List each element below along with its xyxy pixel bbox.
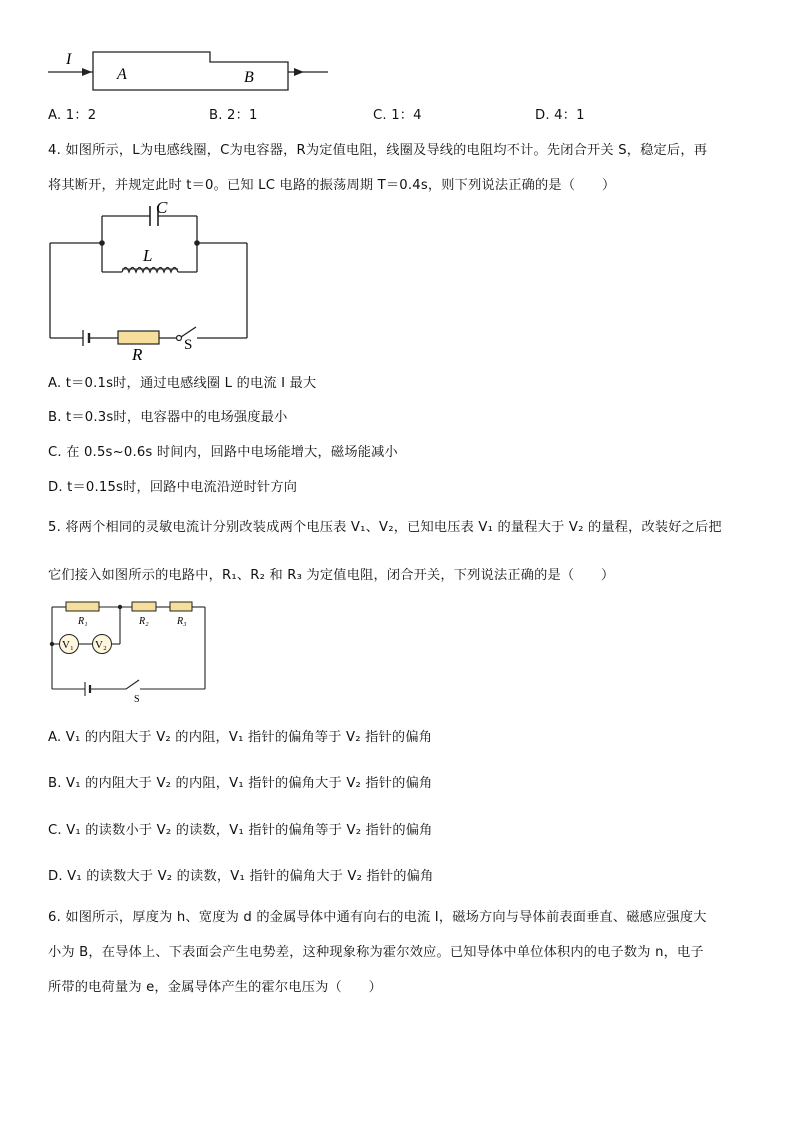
segment-label-B: B <box>244 69 254 86</box>
resistor-label-r3: R₃ <box>177 616 187 627</box>
voltmeter-label-v1: V₁ <box>62 639 74 651</box>
voltmeter-label-v2: V₂ <box>95 639 107 651</box>
conductor-figure <box>40 40 340 100</box>
q5-option-a: A. V₁ 的内阻大于 V₂ 的内阻，V₁ 指针的偏角等于 V₂ 指针的偏角 <box>48 730 433 745</box>
q3-option-d: D. 4：1 <box>535 108 585 123</box>
resistor-label-r1: R₁ <box>78 616 88 627</box>
switch-label-S: S <box>184 337 193 353</box>
q4-option-b: B. t＝0.3s时，电容器中的电场强度最小 <box>48 410 288 425</box>
switch-label-s: S <box>134 694 140 705</box>
q5-option-c: C. V₁ 的读数小于 V₂ 的读数，V₁ 指针的偏角等于 V₂ 指针的偏角 <box>48 823 433 838</box>
q6-stem-line2: 小为 B，在导体上、下表面会产生电势差，这种现象称为霍尔效应。已知导体中单位体积内的电子数为 n，电子 <box>48 945 704 960</box>
q6-stem-line1: 6. 如图所示，厚度为 h、宽度为 d 的金属导体中通有向右的电流 I，磁场方向与导体前表面垂直、磁感应强度大 <box>48 910 707 925</box>
segment-label-A: A <box>117 66 127 83</box>
q5-stem-line1: 5. 将两个相同的灵敏电流计分别改装成两个电压表 V₁、V₂，已知电压表 V₁ 的量程大于 V₂ 的量程，改装好之后把 <box>48 520 722 535</box>
current-label-I: I <box>66 51 72 68</box>
q4-option-c: C. 在 0.5s~0.6s 时间内，回路中电场能增大，磁场能减小 <box>48 445 398 460</box>
q4-stem-line1: 4. 如图所示，L为电感线圈，C为电容器，R为定值电阻，线圈及导线的电阻均不计。先闭合开关 S，稳定后，再 <box>48 143 708 158</box>
q4-stem-line2: 将其断开，并规定此时 t＝0。已知 LC 电路的振荡周期 T＝0.4s，则下列说法正确的是（ ） <box>48 178 616 193</box>
q5-option-d: D. V₁ 的读数大于 V₂ 的读数，V₁ 指针的偏角大于 V₂ 指针的偏角 <box>48 869 434 884</box>
q5-option-b: B. V₁ 的内阻大于 V₂ 的内阻，V₁ 指针的偏角大于 V₂ 指针的偏角 <box>48 776 433 791</box>
q4-option-a: A. t＝0.1s时，通过电感线圈 L 的电流 I 最大 <box>48 376 317 391</box>
resistor-label-r2: R₂ <box>139 616 149 627</box>
q3-option-b: B. 2：1 <box>209 108 258 123</box>
q3-option-a: A. 1：2 <box>48 108 97 123</box>
q3-option-c: C. 1：4 <box>373 108 422 123</box>
capacitor-label-C: C <box>156 198 168 217</box>
q4-option-d: D. t＝0.15s时，回路中电流沿逆时针方向 <box>48 480 298 495</box>
q5-stem-line2: 它们接入如图所示的电路中，R₁、R₂ 和 R₃ 为定值电阻，闭合开关，下列说法正确的是（ ） <box>48 568 615 583</box>
q6-stem-line3: 所带的电荷量为 e，金属导体产生的霍尔电压为（ ） <box>48 980 383 995</box>
voltmeter-circuit-figure <box>44 598 214 705</box>
lc-circuit-figure <box>40 196 260 368</box>
resistor-label-R: R <box>132 345 143 364</box>
inductor-label-L: L <box>143 246 153 265</box>
